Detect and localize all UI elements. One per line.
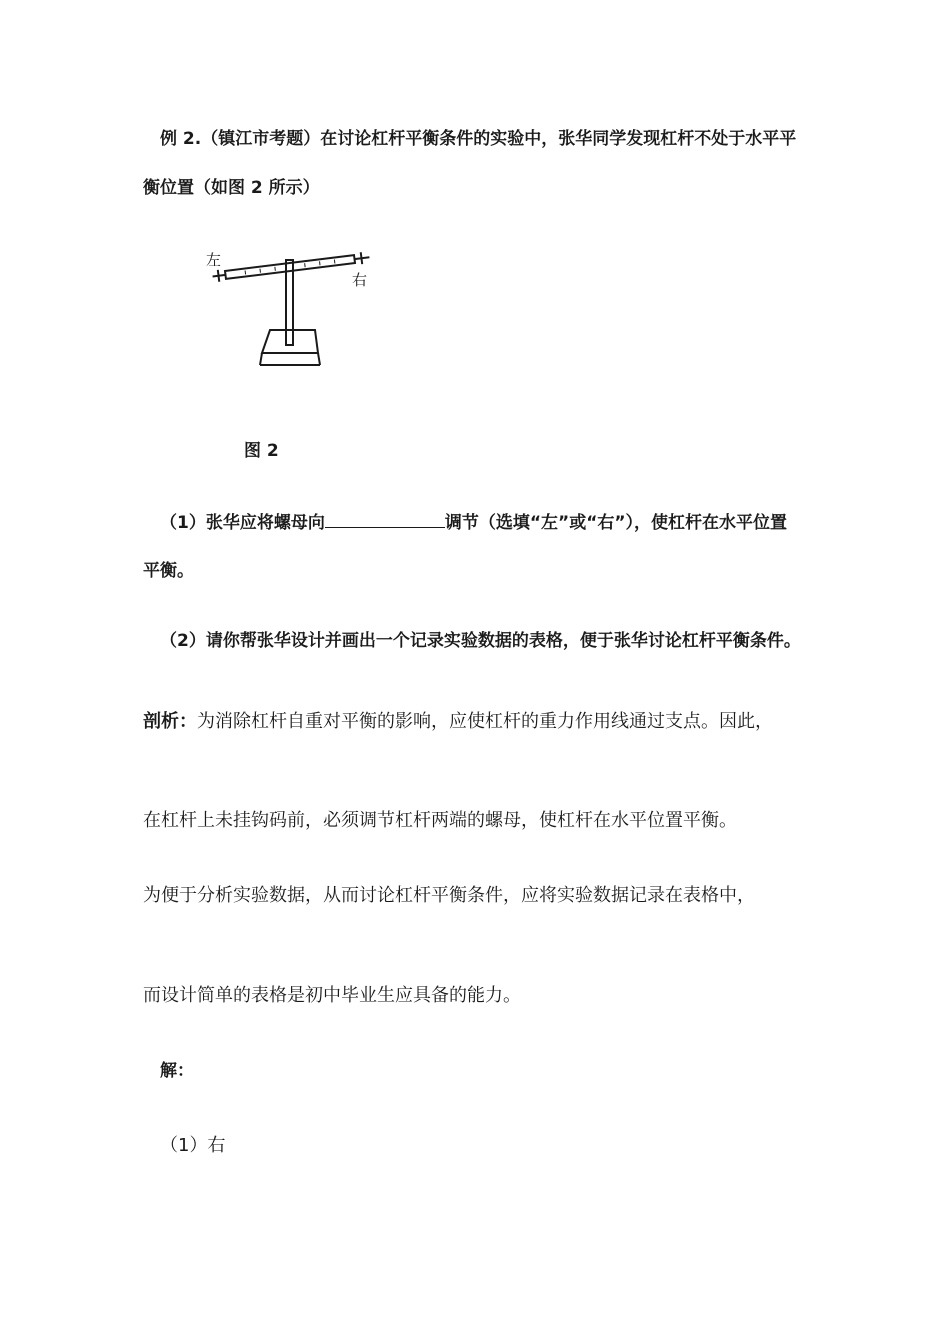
right-label: 右 [352, 271, 368, 289]
question-1-before-blank: （1）张华应将螺母向 [160, 513, 325, 533]
analysis-line-3: 为便于分析实验数据，从而讨论杠杆平衡条件，应将实验数据记录在表格中， [143, 885, 755, 906]
analysis-label: 剖析： [143, 711, 197, 732]
analysis-line-2: 在杠杆上未挂钩码前，必须调节杠杆两端的螺母，使杠杆在水平位置平衡。 [143, 810, 737, 831]
left-label: 左 [206, 251, 222, 269]
analysis-line-4: 而设计简单的表格是初中毕业生应具备的能力。 [143, 985, 521, 1006]
question-1-line-1 [160, 510, 787, 534]
example-line-1: 例 2.（镇江市考题）在讨论杠杆平衡条件的实验中，张华同学发现杠杆不处于水平平 [160, 129, 797, 149]
analysis-line-1 [143, 711, 773, 733]
question-1-line-2: 平衡。 [143, 561, 194, 581]
lever-stand-drawing [200, 245, 380, 375]
lever-figure [200, 245, 380, 375]
solution-label: 解： [160, 1061, 194, 1081]
answer-blank [325, 510, 445, 528]
solution-answer-1: （1）右 [160, 1135, 226, 1156]
figure-caption: 图 2 [244, 441, 279, 461]
example-line-2: 衡位置（如图 2 所示） [143, 178, 320, 198]
question-1-after-blank: 调节（选填“左”或“右”），使杠杆在水平位置 [444, 513, 788, 533]
analysis-text-1: 为消除杠杆自重对平衡的影响，应使杠杆的重力作用线通过支点。因此， [197, 711, 773, 732]
question-2: （2）请你帮张华设计并画出一个记录实验数据的表格，便于张华讨论杠杆平衡条件。 [160, 631, 801, 651]
